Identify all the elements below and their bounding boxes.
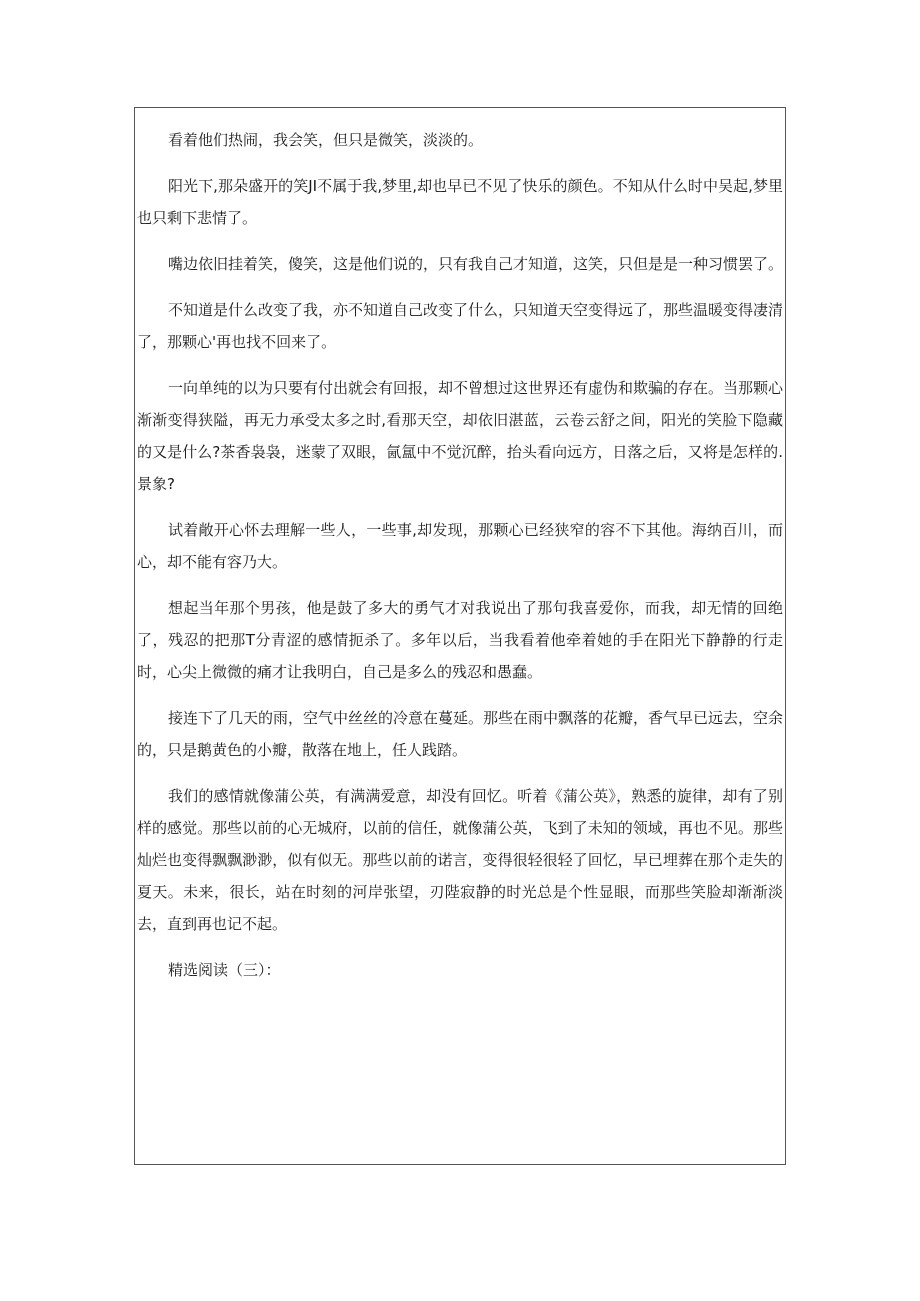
document-frame (134, 107, 786, 1165)
document-body (135, 124, 787, 1000)
paragraph-3: 嘴边依旧挂着笑，傻笑，这是他们说的，只有我自己才知道，这笑，只但是是一种习惯罢了。 (168, 255, 784, 273)
section-heading: 精选阅读（三）： (168, 961, 281, 979)
paragraph-7: 想起当年那个男孩，他是鼓了多大的勇气才对我说出了那句我喜爱你，而我，却无情的回绝了，残忍的把那T分青涩的感情扼杀了。多年以后，当我看着他牵着她的手在阳光下静静的行走时，心尖上微微的痛才让我明白，自己是多么的残忍和愚蠢。 (137, 599, 783, 681)
paragraph-2: 阳光下,那朵盛开的笑JI不属于我,梦里,却也早已不见了快乐的颜色。不知从什么时中吴起,梦里也只剩下悲情了。 (137, 177, 783, 227)
paragraph-4: 不知道是什么改变了我，亦不知道自己改变了什么，只知道天空变得远了，那些温暖变得凄清了，那颗心'再也找不回来了。 (137, 301, 784, 351)
paragraph-1: 看着他们热闹，我会笑，但只是微笑，淡淡的。 (168, 131, 484, 149)
paragraph-6: 试着敞开心怀去理解一些人，一些事,却发现，那颗心已经狭窄的容不下其他。海纳百川，而心，却不能有容乃大。 (137, 521, 783, 571)
paragraph-5: 一向单纯的以为只要有付出就会有回报，却不曾想过这世界还有虚伪和欺骗的存在。当那颗心渐渐变得狭隘，再无力承受太多之时,看那天空，却依旧湛蓝，云卷云舒之间，阳光的笑脸下隐藏的又是什么?茶香袅袅，迷蒙了双眼，氤氲中不觉沉醉，抬头看向远方，日落之后，又将是怎样的.景象? (137, 379, 784, 493)
paragraph-8: 接连下了几天的雨，空气中丝丝的冷意在蔓延。那些在雨中飘落的花瓣，香气早已远去，空余的，只是鹅黄色的小瓣，散落在地上，任人践踏。 (137, 709, 784, 759)
paragraph-9: 我们的感情就像蒲公英，有满满爱意，却没有回忆。听着《蒲公英》，熟悉的旋律，却有了别样的感觉。那些以前的心无城府，以前的信任，就像蒲公英，飞到了未知的领域，再也不见。那些灿烂也变得飘飘渺渺，似有似无。那些以前的诺言，变得很轻很轻了回忆，早已埋葬在那个走失的夏天。未来，很长，站在时刻的河岸张望，刃陛寂静的时光总是个性显眼，而那些笑脸却渐渐淡去，直到再也记不起。 (137, 787, 783, 933)
